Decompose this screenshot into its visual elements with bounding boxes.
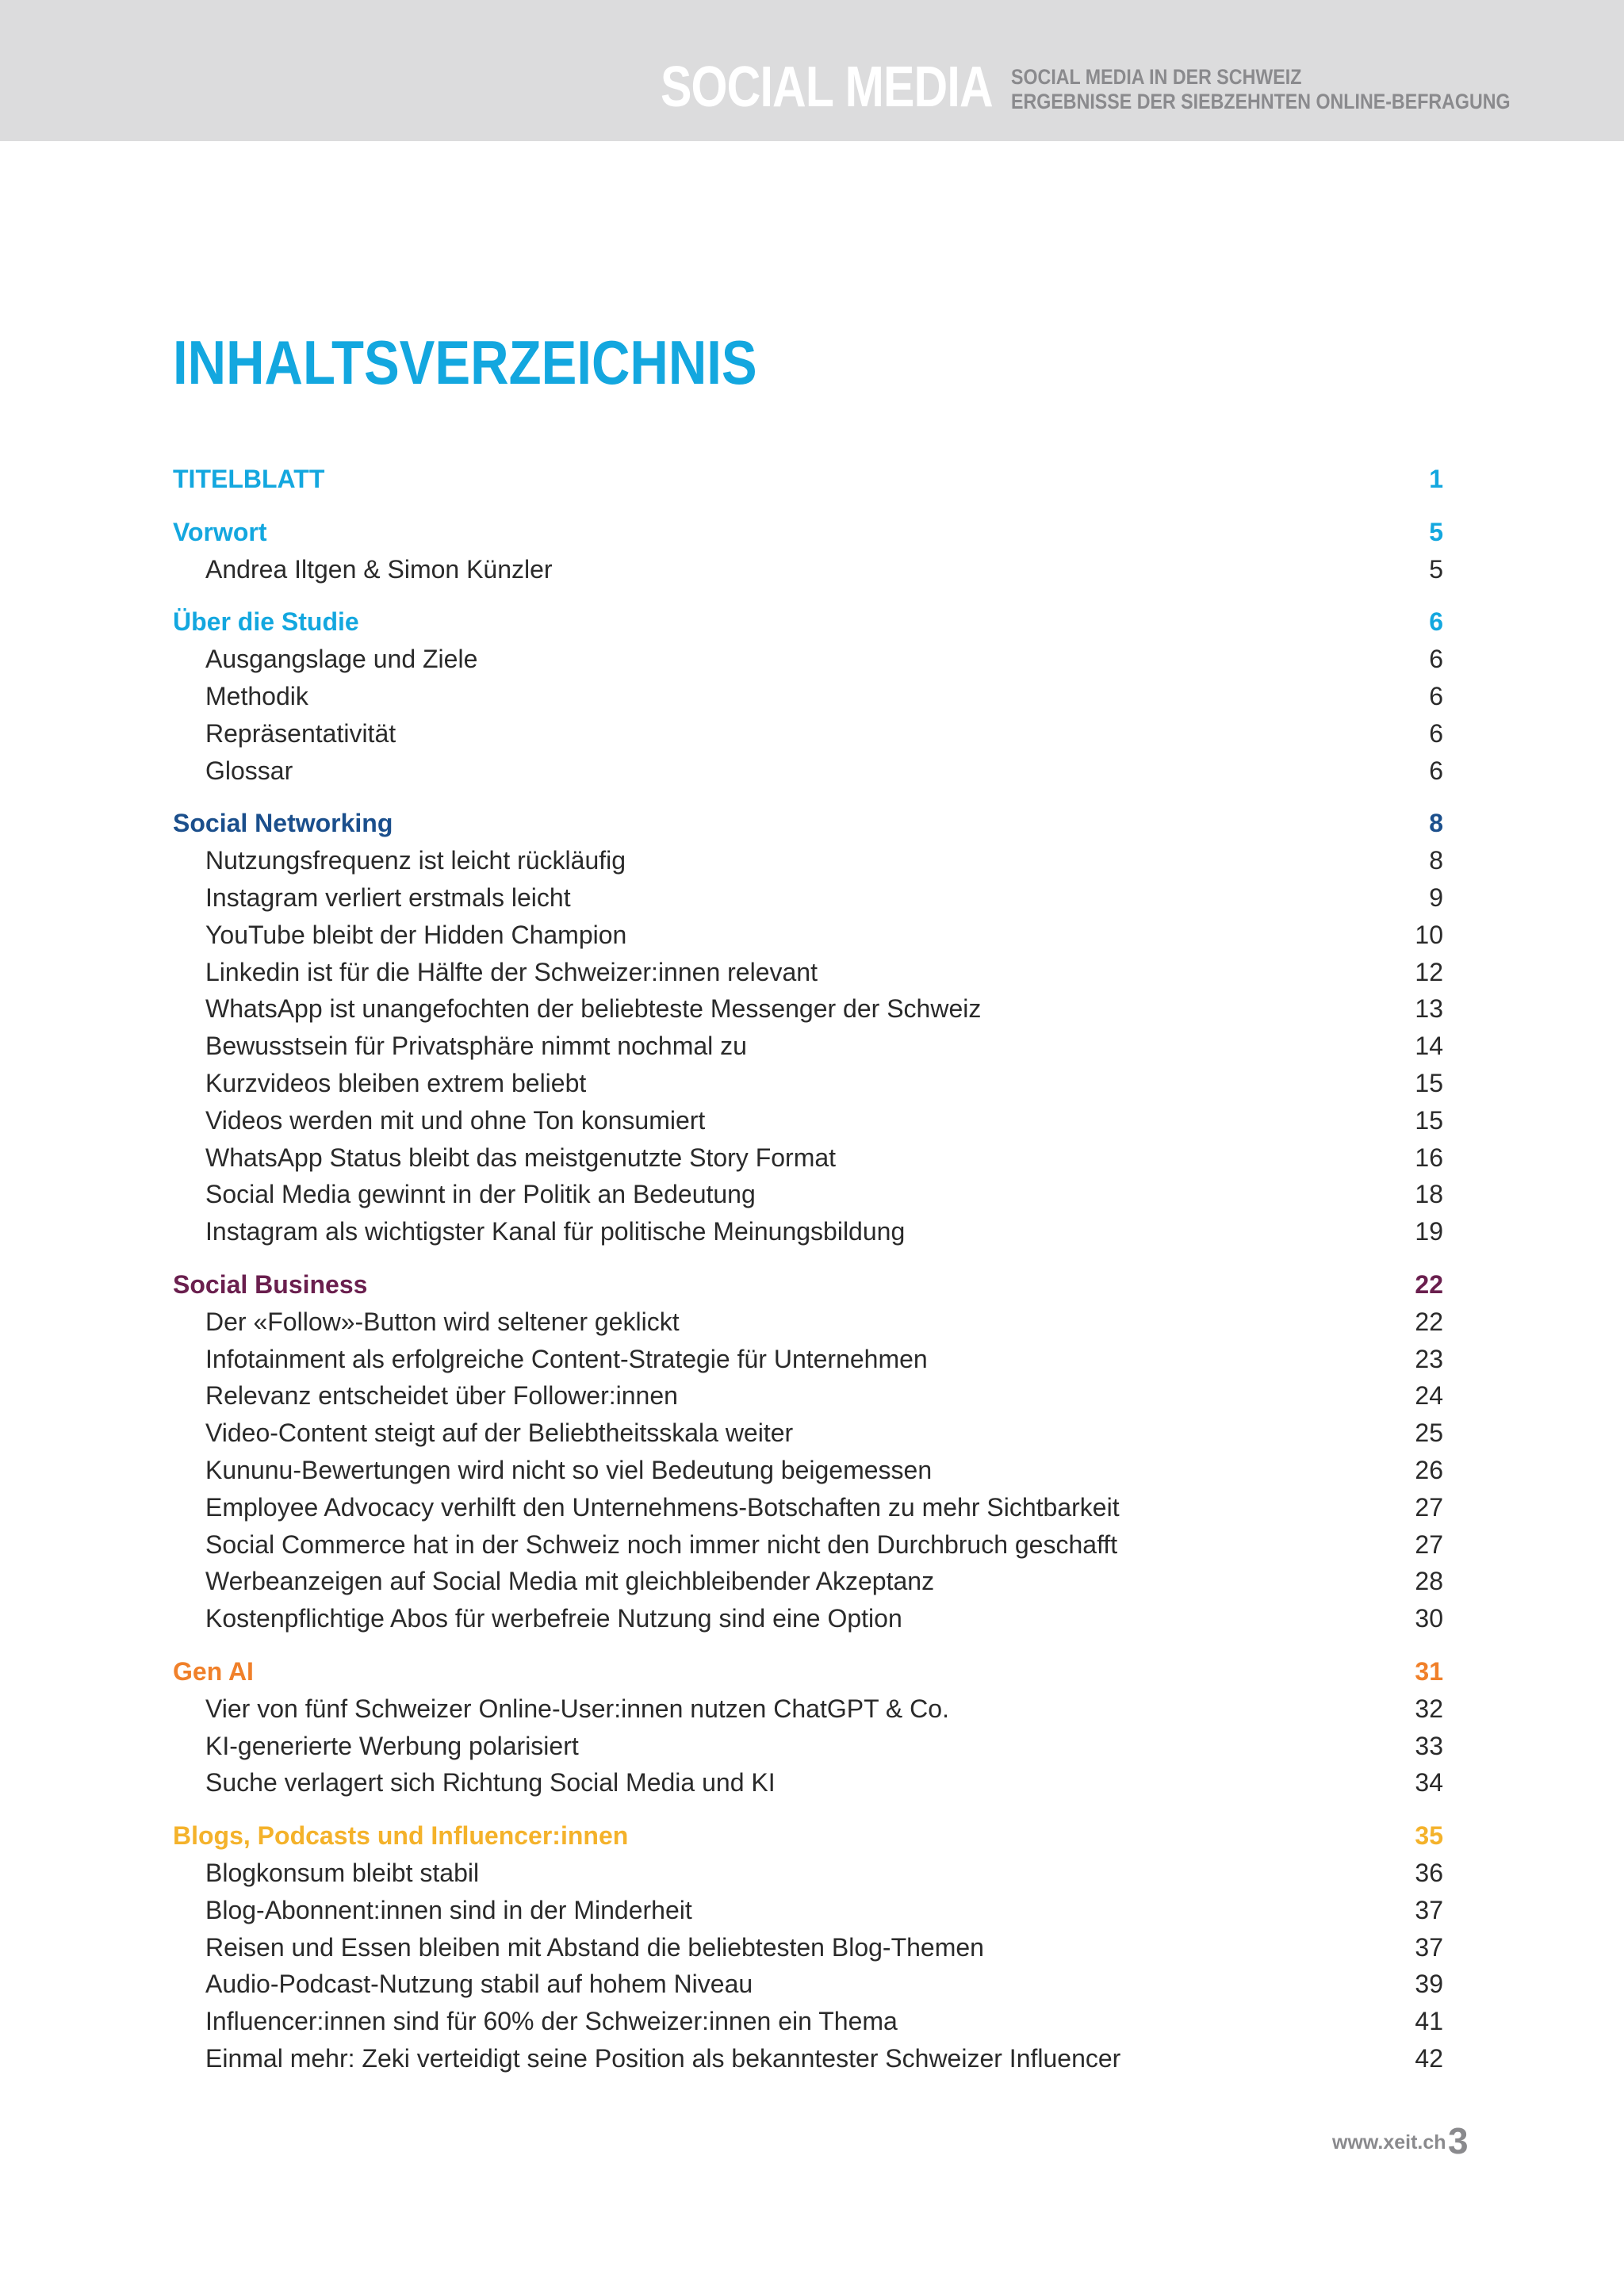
- toc-item-label: Andrea Iltgen & Simon Künzler: [205, 554, 553, 584]
- toc-item-page: 15: [1415, 1069, 1443, 1097]
- toc-section-page: 5: [1429, 517, 1443, 546]
- toc-item[interactable]: [0, 1105, 1624, 1136]
- toc-item-label: Blogkonsum bleibt stabil: [205, 1859, 480, 1887]
- toc-section[interactable]: [0, 606, 1624, 637]
- toc-item-label: WhatsApp ist unangefochten der beliebteste Messenger der Schweiz: [205, 994, 982, 1024]
- toc-section-title: Social Business: [173, 1270, 368, 1299]
- toc-item-page: 28: [1415, 1567, 1443, 1596]
- toc-item-page: 30: [1415, 1604, 1443, 1633]
- toc-item-label: Employee Advocacy verhilft den Unternehmens-Botschaften zu mehr Sichtbarkeit: [205, 1492, 1120, 1522]
- toc-section-title: Vorwort: [173, 517, 267, 546]
- toc-item-page: 42: [1415, 2044, 1443, 2073]
- toc-item-label: Linkedin ist für die Hälfte der Schweizer:innen relevant: [205, 957, 818, 986]
- toc-item-page: 6: [1429, 682, 1443, 710]
- toc-item-page: 22: [1415, 1307, 1443, 1336]
- toc-item-page: 6: [1429, 718, 1443, 748]
- toc-item-page: 23: [1415, 1344, 1443, 1373]
- toc-section[interactable]: [0, 807, 1624, 839]
- toc-item-page: 25: [1415, 1418, 1443, 1448]
- toc-item-page: 10: [1415, 920, 1443, 949]
- toc-item-label: Repräsentativität: [205, 718, 396, 748]
- toc-item[interactable]: [0, 1030, 1624, 1062]
- toc-item-label: Ausgangslage und Ziele: [205, 645, 478, 674]
- toc-section-title: Gen AI: [173, 1657, 254, 1686]
- toc-section-title: TITELBLATT: [173, 465, 325, 493]
- header-subtitle-2: ERGEBNISSE DER SIEBZEHNTEN ONLINE-BEFRAGUNG: [1011, 90, 1511, 113]
- toc-item-page: 6: [1429, 756, 1443, 785]
- toc-item-page: 27: [1415, 1530, 1443, 1559]
- header-brand: SOCIAL MEDIA: [661, 56, 993, 119]
- toc-section-title: Blogs, Podcasts und Influencer:innen: [173, 1821, 629, 1851]
- toc-item-label: Kostenpflichtige Abos für werbefreie Nutzung sind eine Option: [205, 1604, 902, 1633]
- toc-item[interactable]: [0, 1343, 1624, 1375]
- toc-item-page: 33: [1415, 1731, 1443, 1760]
- toc-item-label: Blog-Abonnent:innen sind in der Minderheit: [205, 1895, 692, 1924]
- toc-item-page: 6: [1429, 645, 1443, 674]
- toc-section[interactable]: [0, 516, 1624, 548]
- toc-item-page: 8: [1429, 846, 1443, 875]
- toc-item[interactable]: [0, 680, 1624, 712]
- toc-item[interactable]: [0, 755, 1624, 787]
- footer-page-number: 3: [1448, 2120, 1469, 2161]
- toc-section-title: Social Networking: [173, 809, 393, 838]
- toc-item-page: 19: [1415, 1217, 1443, 1246]
- toc-item[interactable]: [0, 1491, 1624, 1523]
- toc-item-label: Audio-Podcast-Nutzung stabil auf hohem Niveau: [205, 1970, 753, 1999]
- toc-item-label: Kurzvideos bleiben extrem beliebt: [205, 1069, 587, 1097]
- toc-item[interactable]: [0, 1857, 1624, 1889]
- toc-item[interactable]: [0, 1932, 1624, 1963]
- toc-item-label: Bewusstsein für Privatsphäre nimmt nochmal zu: [205, 1032, 747, 1061]
- toc-item-label: WhatsApp Status bleibt das meistgenutzte Story Format: [205, 1143, 837, 1172]
- toc-item-label: Vier von fünf Schweizer Online-User:innen nutzen ChatGPT & Co.: [205, 1694, 949, 1723]
- toc-item-page: 37: [1415, 1895, 1443, 1924]
- toc-item-page: 18: [1415, 1180, 1443, 1209]
- toc-item-page: 13: [1415, 994, 1443, 1024]
- toc-item[interactable]: [0, 1417, 1624, 1449]
- toc-item-label: Suche verlagert sich Richtung Social Media und KI: [205, 1768, 776, 1798]
- toc-item[interactable]: [0, 1693, 1624, 1725]
- toc-item[interactable]: [0, 1602, 1624, 1634]
- toc-item-label: Instagram als wichtigster Kanal für politische Meinungsbildung: [205, 1217, 906, 1246]
- toc-item-label: Social Media gewinnt in der Politik an Bedeutung: [205, 1180, 756, 1209]
- toc-item[interactable]: [0, 1216, 1624, 1247]
- toc-item[interactable]: [0, 1067, 1624, 1099]
- toc-section-page: 6: [1429, 607, 1443, 637]
- toc-section[interactable]: [0, 1656, 1624, 1687]
- toc-item-page: 41: [1415, 2007, 1443, 2036]
- toc-item-label: Infotainment als erfolgreiche Content-Strategie für Unternehmen: [205, 1344, 928, 1373]
- toc-section-page: 8: [1429, 809, 1443, 838]
- toc-item-label: Nutzungsfrequenz ist leicht rückläufig: [205, 846, 626, 875]
- toc-item-label: Instagram verliert erstmals leicht: [205, 883, 571, 912]
- toc-item-page: 37: [1415, 1932, 1443, 1962]
- toc-section[interactable]: [0, 463, 1624, 495]
- toc-section-title: Über die Studie: [173, 607, 359, 637]
- toc-item-page: 34: [1415, 1768, 1443, 1798]
- toc-item-page: 24: [1415, 1381, 1443, 1411]
- toc-item-page: 9: [1429, 883, 1443, 912]
- toc-item[interactable]: [0, 882, 1624, 913]
- toc-item-page: 36: [1415, 1859, 1443, 1887]
- toc-item[interactable]: [0, 956, 1624, 988]
- toc-item[interactable]: [0, 1968, 1624, 2000]
- toc-item-label: Videos werden mit und ohne Ton konsumiert: [205, 1105, 706, 1135]
- toc-item-label: Glossar: [205, 756, 293, 785]
- toc-item-label: Reisen und Essen bleiben mit Abstand die beliebtesten Blog-Themen: [205, 1932, 984, 1962]
- toc-item[interactable]: [0, 1894, 1624, 1926]
- toc-item-label: KI-generierte Werbung polarisiert: [205, 1731, 579, 1760]
- toc-item[interactable]: [0, 993, 1624, 1024]
- toc-item[interactable]: [0, 1306, 1624, 1338]
- toc-item[interactable]: [0, 1142, 1624, 1173]
- page-title: INHALTSVERZEICHNIS: [173, 327, 757, 397]
- toc-item-label: Einmal mehr: Zeki verteidigt seine Position als bekanntester Schweizer Influencer: [205, 2044, 1121, 2073]
- toc-item[interactable]: [0, 718, 1624, 749]
- toc-item[interactable]: [0, 1730, 1624, 1762]
- toc-item-page: 15: [1415, 1105, 1443, 1135]
- toc-item[interactable]: [0, 1767, 1624, 1798]
- toc-item-page: 27: [1415, 1492, 1443, 1522]
- toc-item-label: Werbeanzeigen auf Social Media mit gleichbleibender Akzeptanz: [205, 1567, 935, 1596]
- toc-item-page: 26: [1415, 1456, 1443, 1484]
- toc-section[interactable]: [0, 1820, 1624, 1851]
- toc-item[interactable]: [0, 1178, 1624, 1210]
- toc-section[interactable]: [0, 1269, 1624, 1300]
- toc-item[interactable]: [0, 1529, 1624, 1560]
- toc-item[interactable]: [0, 1380, 1624, 1411]
- toc-section-page: 22: [1415, 1270, 1443, 1299]
- toc-item-label: YouTube bleibt der Hidden Champion: [205, 920, 627, 949]
- toc-item-page: 16: [1415, 1143, 1443, 1172]
- toc-item-page: 14: [1415, 1032, 1443, 1061]
- toc-section-page: 35: [1415, 1821, 1443, 1851]
- toc-item-label: Kununu-Bewertungen wird nicht so viel Bedeutung beigemessen: [205, 1456, 933, 1484]
- toc-section-page: 31: [1415, 1657, 1443, 1686]
- toc-item[interactable]: [0, 844, 1624, 876]
- toc-item[interactable]: [0, 553, 1624, 585]
- toc-item-label: Relevanz entscheidet über Follower:innen: [205, 1381, 678, 1411]
- toc-item[interactable]: [0, 2005, 1624, 2037]
- toc-item-page: 5: [1429, 554, 1443, 584]
- toc-item[interactable]: [0, 1565, 1624, 1597]
- toc-item-label: Der «Follow»-Button wird seltener geklickt: [205, 1307, 680, 1336]
- toc-item-page: 32: [1415, 1694, 1443, 1723]
- header-subtitle-1: SOCIAL MEDIA IN DER SCHWEIZ: [1011, 65, 1302, 89]
- toc-section-page: 1: [1429, 465, 1443, 493]
- toc-item-label: Video-Content steigt auf der Beliebtheitsskala weiter: [205, 1418, 794, 1448]
- toc-item[interactable]: [0, 2043, 1624, 2074]
- toc-item-page: 39: [1415, 1970, 1443, 1999]
- toc-item-label: Social Commerce hat in der Schweiz noch immer nicht den Durchbruch geschafft: [205, 1530, 1118, 1559]
- toc-item[interactable]: [0, 643, 1624, 675]
- toc-item-label: Methodik: [205, 682, 308, 710]
- toc-item-label: Influencer:innen sind für 60% der Schweizer:innen ein Thema: [205, 2007, 898, 2036]
- toc-item[interactable]: [0, 919, 1624, 951]
- toc-item[interactable]: [0, 1454, 1624, 1486]
- footer-url[interactable]: www.xeit.ch: [1332, 2131, 1446, 2154]
- toc-item-page: 12: [1415, 957, 1443, 986]
